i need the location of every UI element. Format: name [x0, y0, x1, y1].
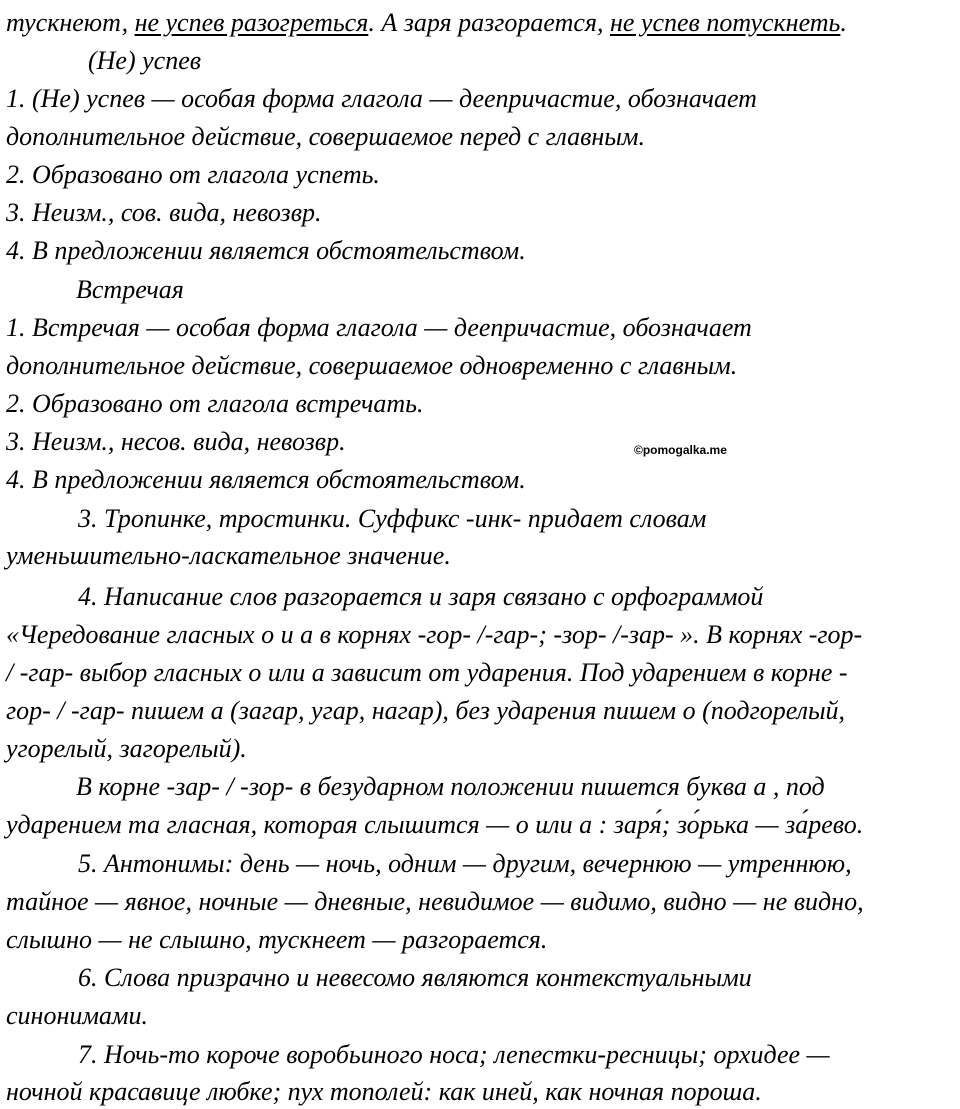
text-fragment: . А заря разгорается,	[368, 8, 610, 37]
text-line: ночной красавице любке; пух тополей: как иней, как ночная пороша.	[6, 1077, 762, 1106]
text-line: 2. Образовано от глагола встречать.	[6, 389, 424, 418]
text-line: 6. Слова призрачно и невесомо являются контекстуальными	[78, 963, 752, 992]
text-line: тайное — явное, ночные — дневные, невидимое — видимо, видно — не видно,	[6, 887, 864, 916]
text-line: 1. (Не) успев — особая форма глагола — деепричастие, обозначает	[6, 84, 757, 113]
underlined-participle-phrase: не успев потускнеть	[609, 8, 841, 37]
text-line: «Чередование гласных о и а в корнях -гор- /-гар-; -зор- /-зар- ». В корнях -гор-	[6, 620, 863, 649]
text-line: 3. Неизм., несов. вида, невозвр.	[6, 427, 346, 456]
text-line: ударением та гласная, которая слышится — о или а : заря́; зо́рька — за́рево.	[6, 810, 864, 839]
text-line: дополнительное действие, совершаемое перед с главным.	[6, 122, 646, 151]
text-fragment: .	[840, 8, 847, 37]
text-line: гор- / -гар- пишем а (загар, угар, нагар), без ударения пишем о (подгорелый,	[6, 696, 846, 725]
heading-uspev: (Не) успев	[88, 46, 202, 75]
text-line: В корне -зар- / -зор- в безударном положении пишется буква а , под	[76, 772, 825, 801]
text-line: синонимами.	[6, 1001, 149, 1030]
text-line: уменьшительно-ласкательное значение.	[6, 541, 451, 570]
text-line: 4. Написание слов разгорается и заря связано с орфограммой	[78, 582, 764, 611]
text-line: 1. Встречая — особая форма глагола — деепричастие, обозначает	[6, 313, 752, 342]
text-line: дополнительное действие, совершаемое одновременно с главным.	[6, 351, 738, 380]
heading-vstrechaya: Встречая	[76, 275, 184, 304]
text-line: угорелый, загорелый).	[6, 734, 247, 763]
text-line: 3. Неизм., сов. вида, невозвр.	[6, 198, 322, 227]
text-line: 4. В предложении является обстоятельством.	[6, 236, 526, 265]
text-line: 4. В предложении является обстоятельством.	[6, 465, 526, 494]
underlined-participle-phrase: не успев разогреться	[134, 8, 369, 37]
text-line: слышно — не слышно, тускнеет — разгорается.	[6, 925, 548, 954]
text-line: 5. Антонимы: день — ночь, одним — другим, вечернюю — утреннюю,	[78, 849, 852, 878]
text-line: 2. Образовано от глагола успеть.	[6, 160, 380, 189]
text-line: 3. Тропинке, тростинки. Суффикс -инк- придает словам	[78, 504, 707, 533]
text-line: 7. Ночь-то короче воробьиного носа; лепестки-ресницы; орхидее —	[78, 1040, 830, 1069]
text-line	[6, 8, 847, 38]
watermark: ©pomogalka.me	[634, 443, 727, 457]
text-line: / -гар- выбор гласных о или а зависит от ударения. Под ударением в корне -	[6, 658, 848, 687]
text-fragment: тускнеют,	[6, 8, 135, 37]
